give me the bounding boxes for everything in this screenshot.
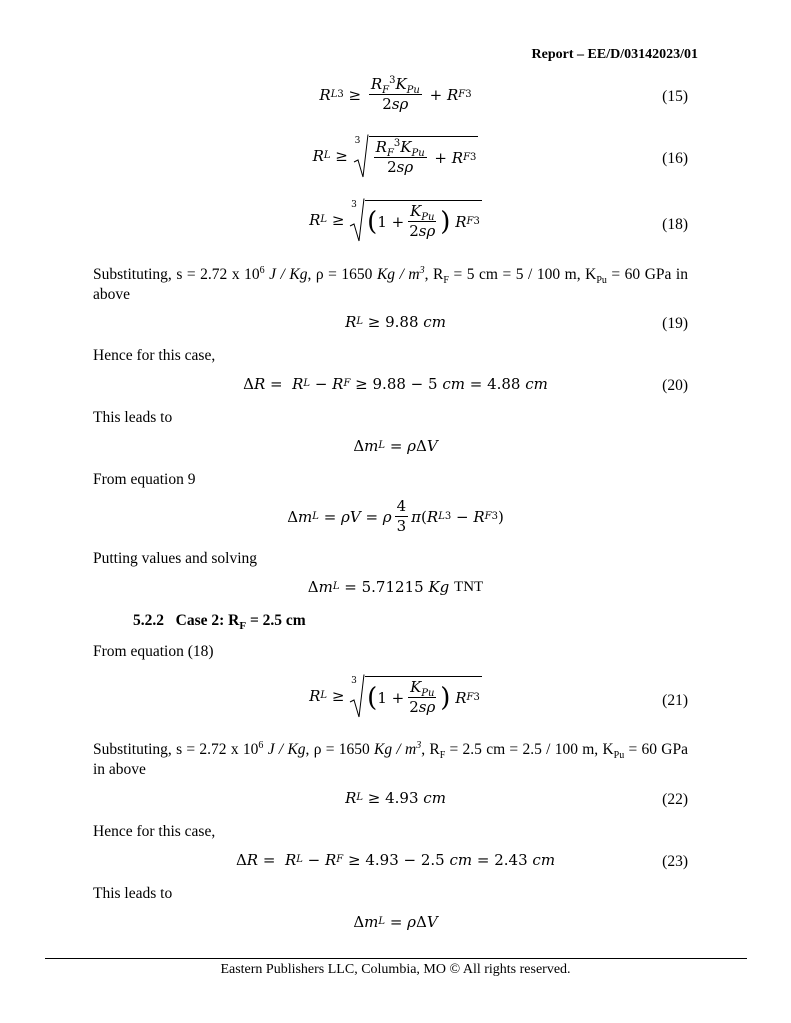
from-eq9-text: From equation 9 bbox=[93, 471, 196, 488]
equation-number-21: (21) bbox=[662, 692, 688, 709]
equation-number-16: (16) bbox=[662, 150, 688, 167]
equation-19: R L ≥ 9.88 cm bbox=[345, 313, 446, 331]
hence-text-2: Hence for this case, bbox=[93, 823, 216, 840]
equation-20: Δ R = R L − R F ≥ 9.88 − 5 cm = 4.88 cm bbox=[243, 375, 548, 393]
equation-15: R L 3 ≥ $\frac{R_F^3K_{Pu}}{2s\rho}$ + R F 3 bbox=[319, 75, 472, 113]
equation-number-23: (23) bbox=[662, 853, 688, 870]
substitution-paragraph-1: Substituting, s = 2.72 x $10^6$ J / Kg, ρ = 1650 Kg / $m^3$, $R_F = 5$ cm = 5 / 100 m, $K_{Pu} = 60$ GPa in above bbox=[93, 264, 688, 303]
equation-mass-volume: Δ m L = ρV = ρ $\frac{4}{3}$ π ( R L 3 − R F 3 ) bbox=[287, 497, 504, 535]
equation-18: R L ≥ 3 ( 1 + $\frac{K_{Pu}}{2s\rho}$ ) R F 3 bbox=[309, 200, 480, 240]
report-header: Report – EE/D/03142023/01 bbox=[531, 47, 698, 62]
equation-22: R L ≥ 4.93 cm bbox=[345, 789, 446, 807]
equation-mass-2: Δ m L = ρ Δ V bbox=[353, 913, 438, 931]
equation-mass-1: Δ m L = ρ Δ V bbox=[353, 437, 438, 455]
equation-21: R L ≥ 3 ( 1 + $\frac{K_{Pu}}{2s\rho}$ ) R F 3 bbox=[309, 676, 480, 716]
equation-number-18: (18) bbox=[662, 216, 688, 233]
equation-number-15: (15) bbox=[662, 88, 688, 105]
substitution-paragraph-2: Substituting, s = 2.72 x $10^6$ J / Kg, ρ = 1650 Kg / $m^3$, $R_F = 2.5$ cm = 2.5 / 100 m, $K_{Pu} = 60$ GPa in above bbox=[93, 739, 689, 778]
equation-number-20: (20) bbox=[662, 377, 688, 394]
equation-number-19: (19) bbox=[662, 315, 688, 332]
equation-mass-result: Δ m L = 5.71215 Kg TNT bbox=[307, 578, 484, 596]
footer-divider bbox=[45, 958, 747, 959]
equation-23: Δ R = R L − R F ≥ 4.93 − 2.5 cm = 2.43 cm bbox=[235, 851, 556, 869]
equation-16: R L ≥ 3 $\frac{R_F^3K_{Pu}}{2s\rho}$ + R F 3 bbox=[312, 136, 477, 176]
leads-text-2: This leads to bbox=[93, 885, 173, 902]
from-eq18-text: From equation (18) bbox=[93, 643, 214, 660]
footer-text: Eastern Publishers LLC, Columbia, MO © All rights reserved. bbox=[220, 962, 571, 977]
putting-values-text: Putting values and solving bbox=[93, 550, 258, 567]
section-heading-5-2-2: 5.2.2 Case 2: $R_F = 2.5$ cm bbox=[133, 612, 306, 633]
equation-number-22: (22) bbox=[662, 791, 688, 808]
hence-text-1: Hence for this case, bbox=[93, 347, 216, 364]
leads-text-1: This leads to bbox=[93, 409, 173, 426]
